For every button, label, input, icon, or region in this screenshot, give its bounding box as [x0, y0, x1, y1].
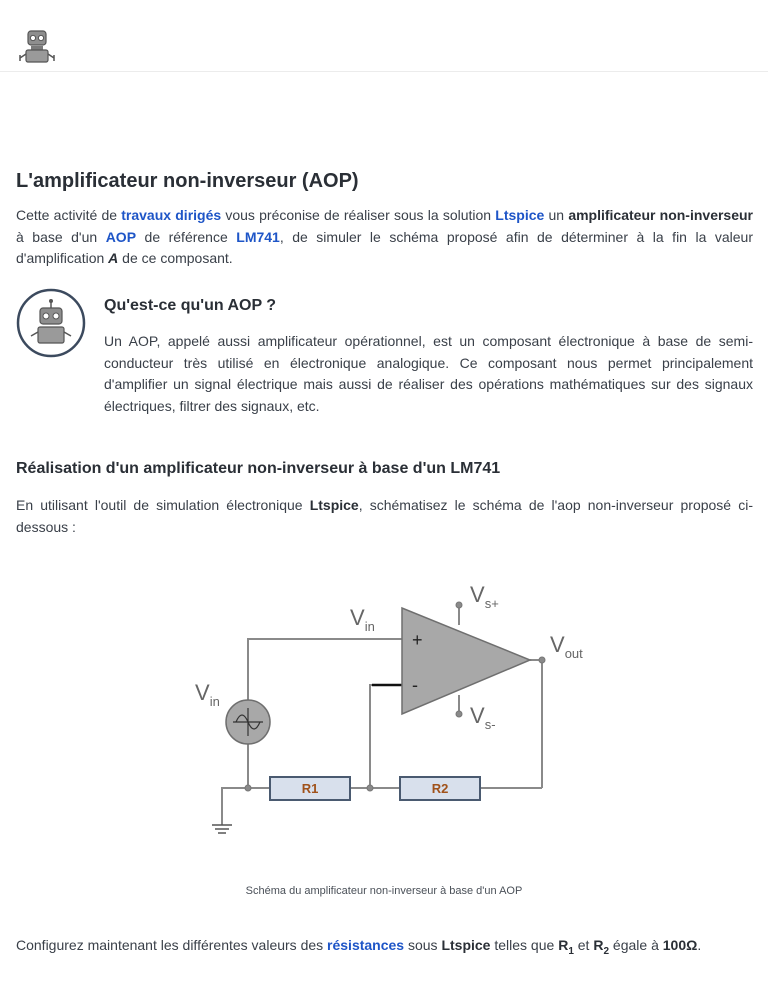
figure-caption: Schéma du amplificateur non-inverseur à base d'un AOP [245, 885, 523, 897]
link-resistances[interactable]: résistances [327, 937, 405, 953]
link-aop[interactable]: AOP [105, 228, 137, 245]
vin-source-label: $V_{in}$ [195, 680, 220, 709]
opamp-schematic [190, 580, 610, 845]
top-bar [0, 0, 768, 72]
robot-icon[interactable] [17, 30, 61, 66]
r2-label: R2 [431, 781, 449, 796]
robot-avatar-icon [16, 288, 86, 358]
link-ltspice[interactable]: Ltspice [495, 207, 545, 223]
vout-label: $V_{out}$ [550, 632, 583, 661]
info-title: Qu'est-ce qu'un AOP ? [104, 297, 277, 314]
plus-sign: + [412, 630, 423, 650]
vs-plus-label: $V_{s+}$ [470, 582, 499, 611]
r1-label: R1 [301, 781, 319, 796]
section-title: Réalisation d'un amplificateur non-inverseur à base d'un LM741 [16, 460, 501, 477]
link-lm741[interactable]: LM741 [236, 228, 280, 245]
section-paragraph: En utilisant l'outil de simulation électronique Ltspice, schématisez le schéma de l'aop non-inverseur proposé ci-dessous : [16, 497, 753, 535]
intro-paragraph: Cette activité de travaux dirigés vous préconise de réaliser sous la solution Ltspice un amplificateur non-inverseur à base d'un AOP de référence LM741, de simuler le schéma proposé afin de déterminer à la fin la valeur d'amplification A de ce composant. [16, 207, 754, 266]
opamp-triangle [402, 608, 530, 714]
info-text: Un AOP, appelé aussi amplificateur opérationnel, est un composant électronique à base de semi-conducteur très utilisé en électronique analogique. Ce composant nous permet principalement d'amplifier un signal électrique mais aussi de réaliser des opérations mathématiques sur des signaux électriques, filtrer des signaux, etc. [104, 333, 753, 414]
vs-minus-label: $V_{s-}$ [470, 703, 496, 732]
vin-top-label: $V_{in}$ [350, 605, 375, 634]
config-paragraph: Configurez maintenant les différentes valeurs des résistances sous Ltspice telles que $R_1$ et $R_2$ égale à 100Ω. [16, 937, 702, 957]
page-title: L'amplificateur non-inverseur (AOP) [16, 170, 359, 192]
minus-sign: - [412, 675, 418, 695]
link-travaux-diriges[interactable]: travaux dirigés [121, 207, 222, 223]
